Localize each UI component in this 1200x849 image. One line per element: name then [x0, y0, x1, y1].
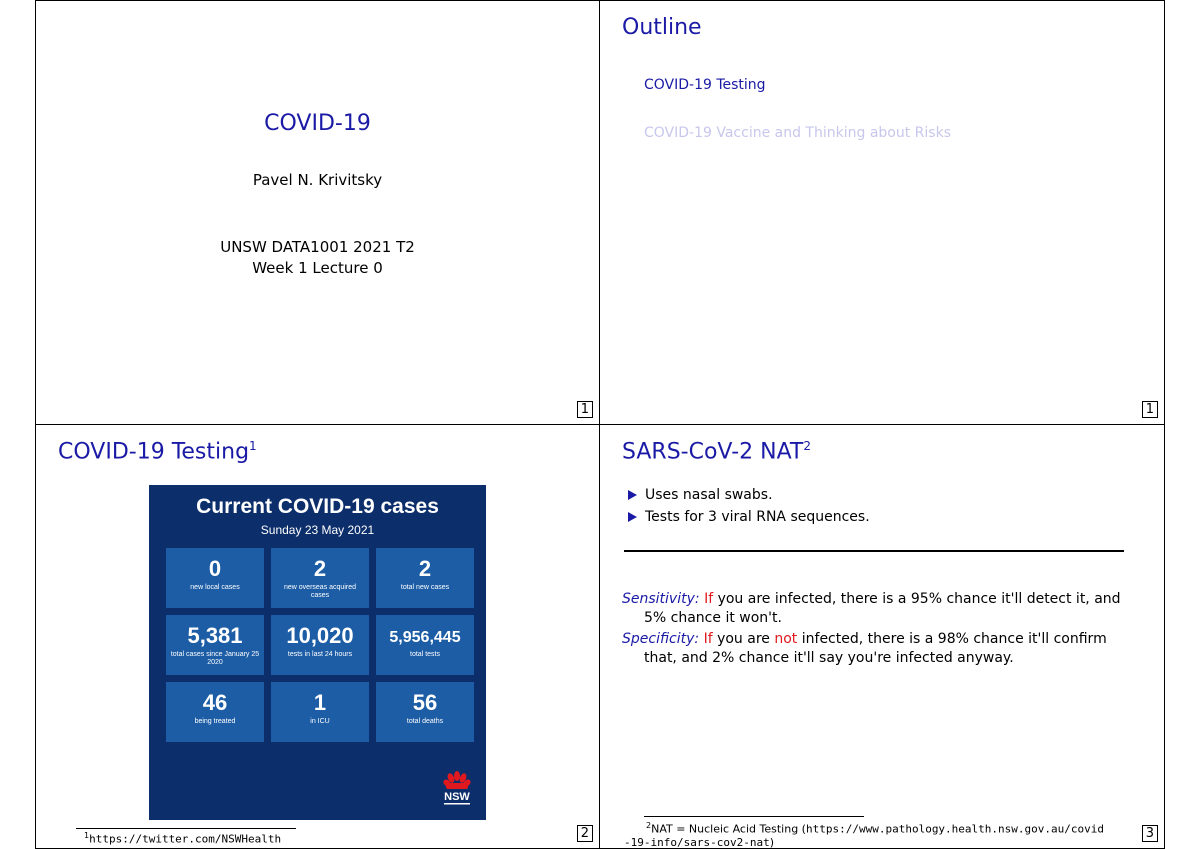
- stat-label: new overseas acquired cases: [284, 584, 356, 599]
- stat-value: 46: [202, 690, 228, 715]
- footnote-link[interactable]: https://www.pathology.health.nsw.gov.au/covid-19-info/sars-cov2-nat: [624, 822, 1104, 849]
- stat-tile: [166, 548, 264, 608]
- slide-title-text: SARS-CoV-2 NAT: [622, 439, 804, 465]
- stat-label: total deaths: [406, 718, 444, 725]
- definition-specificity: [622, 630, 1142, 668]
- stat-tile: [271, 682, 369, 742]
- stat-label: total tests: [410, 651, 440, 658]
- page-number: 1: [577, 401, 593, 418]
- footnote-number: 2: [646, 821, 652, 830]
- stat-value: 5,381: [187, 623, 243, 648]
- stat-label: tests in last 24 hours: [287, 651, 353, 658]
- stat-tile: [166, 682, 264, 742]
- slide-title: [58, 439, 257, 464]
- footnote-number: 1: [84, 831, 90, 840]
- term-specificity: Specificity:: [622, 631, 700, 647]
- alert-not: not: [774, 631, 798, 647]
- presentation-title: COVID-19: [264, 111, 371, 136]
- institute-line-2: Week 1 Lecture 0: [252, 259, 383, 277]
- slide-sars-cov-2-nat: [599, 424, 1165, 849]
- stat-value: 1: [313, 690, 327, 715]
- bullet-text: Uses nasal swabs.: [645, 487, 773, 503]
- bullet-triangle-icon: [628, 512, 637, 522]
- table-of-contents: [644, 77, 951, 173]
- footnote: [624, 819, 1104, 849]
- nsw-logo-text: NSW: [444, 791, 470, 803]
- stat-label: total cases since January 25 2020: [170, 651, 260, 666]
- footnote-rule: [644, 816, 864, 817]
- stats-grid: [166, 548, 474, 742]
- divider: [624, 550, 1124, 552]
- bullet-text: Tests for 3 viral RNA sequences.: [645, 509, 870, 525]
- list-item: [628, 487, 870, 503]
- stat-tile: [271, 548, 369, 608]
- stat-tile: [376, 548, 474, 608]
- footnote: [84, 831, 281, 846]
- page-number: 3: [1142, 825, 1158, 842]
- institute: [36, 237, 599, 279]
- stat-value: 56: [412, 690, 438, 715]
- nsw-logo-icon: [440, 770, 474, 808]
- stat-value: 5,956,445: [389, 629, 461, 646]
- page-number: 1: [1142, 401, 1158, 418]
- toc-item-vaccine[interactable]: COVID-19 Vaccine and Thinking about Risks: [644, 125, 951, 141]
- stat-tile: [271, 615, 369, 675]
- slide-title: Outline: [622, 15, 702, 40]
- stat-value: 2: [313, 556, 327, 581]
- card-heading: Current COVID-19 cases: [196, 495, 439, 518]
- footnote-link[interactable]: https://twitter.com/NSWHealth: [89, 832, 282, 846]
- slide-title-text: COVID-19 Testing: [58, 439, 250, 465]
- stat-label: total new cases: [400, 584, 450, 591]
- institute-line-1: UNSW DATA1001 2021 T2: [220, 238, 415, 256]
- definitions: [622, 590, 1142, 670]
- footnote-mark: 2: [803, 439, 812, 453]
- stat-value: 10,020: [286, 623, 354, 648]
- slide-outline: [599, 0, 1165, 425]
- page-number: 2: [577, 825, 593, 842]
- definition-text-a: you are: [717, 631, 770, 647]
- footnote-text: NAT = Nucleic Acid Testing (: [651, 822, 806, 836]
- bullet-list: [628, 487, 870, 531]
- footnote-rule: [76, 828, 296, 829]
- stat-tile: [166, 615, 264, 675]
- alert-if: If: [704, 591, 714, 607]
- term-sensitivity: Sensitivity:: [622, 591, 700, 607]
- list-item: [628, 509, 870, 525]
- stat-label: in ICU: [310, 718, 330, 725]
- card-date: Sunday 23 May 2021: [260, 523, 375, 537]
- slide-covid-testing: [35, 424, 600, 849]
- definition-sensitivity: [622, 590, 1142, 628]
- author-name: Pavel N. Krivitsky: [252, 171, 383, 189]
- alert-if: If: [703, 631, 713, 647]
- stat-tile: [376, 615, 474, 675]
- stat-value: 2: [418, 556, 432, 581]
- toc-item-testing[interactable]: COVID-19 Testing: [644, 77, 766, 93]
- stat-label: new local cases: [190, 584, 240, 591]
- stat-label: being treated: [194, 718, 236, 725]
- covid-cases-card: [149, 485, 486, 820]
- slide-title-page: [35, 0, 600, 425]
- bullet-triangle-icon: [628, 490, 637, 500]
- definition-text-b: infected, there is a 98% chance it'll confirm that, and 2% chance it'll say you're infected anyway.: [644, 631, 1107, 666]
- slide-title: [622, 439, 811, 464]
- stat-value: 0: [208, 556, 222, 581]
- definition-text: you are infected, there is a 95% chance it'll detect it, and 5% chance it won't.: [644, 591, 1121, 626]
- stat-tile: [376, 682, 474, 742]
- footnote-close: ): [769, 835, 774, 849]
- footnote-mark: 1: [249, 439, 257, 453]
